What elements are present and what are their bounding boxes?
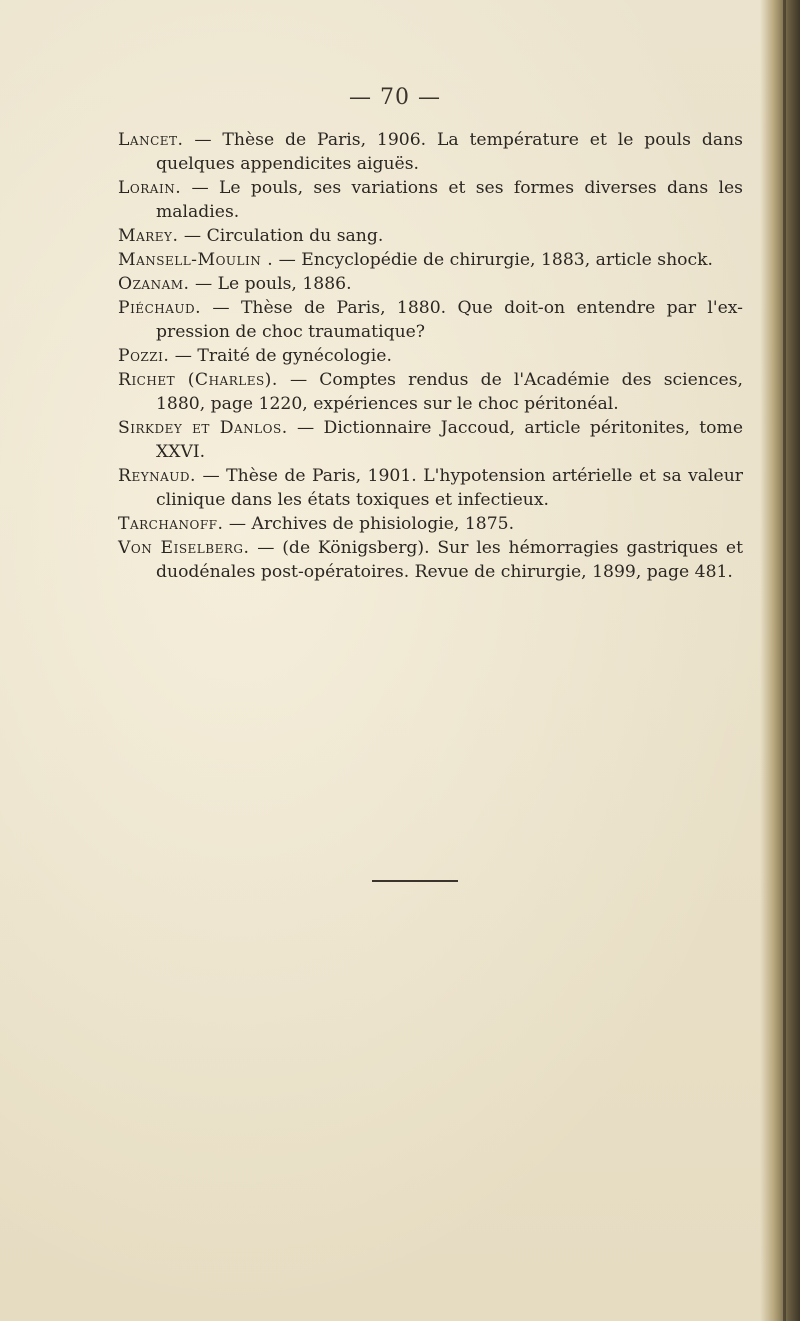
- reference-text: — Circulation du sang.: [178, 226, 384, 246]
- reference-author: Ozanam.: [118, 274, 190, 294]
- reference-entry: [118, 344, 743, 368]
- reference-text: — Dictionnaire Jaccoud, article péritonites, tome XXVI.: [156, 418, 744, 462]
- reference-author: Lorain.: [118, 178, 182, 198]
- bibliography-list: [118, 128, 743, 584]
- reference-entry: [118, 248, 743, 272]
- reference-text: — (de Königsberg). Sur les hémorragies gastriques et duodénales post-opératoires. Revue de chirurgie, 1899, page 481.: [156, 538, 743, 582]
- reference-entry: [118, 512, 743, 536]
- reference-entry: [118, 536, 743, 584]
- reference-author: Pozzi.: [118, 346, 170, 366]
- end-rule: [372, 880, 458, 882]
- reference-entry: [118, 128, 743, 176]
- reference-text: — Le pouls, ses variations et ses formes diverses dans les maladies.: [156, 178, 743, 222]
- reference-author: Marey.: [118, 226, 179, 246]
- reference-text: — Thèse de Paris, 1906. La température et le pouls dans quelques appendicites aiguës.: [156, 130, 743, 174]
- reference-entry: [118, 272, 743, 296]
- reference-entry: [118, 296, 743, 344]
- reference-entry: [118, 416, 743, 464]
- reference-text: — Traité de gynécologie.: [169, 346, 392, 366]
- reference-entry: [118, 176, 743, 224]
- reference-author: Reynaud.: [118, 466, 196, 486]
- reference-author: Piéchaud.: [118, 298, 202, 318]
- reference-entry: [118, 368, 743, 416]
- reference-text: — Le pouls, 1886.: [189, 274, 352, 294]
- page-number: — 70 —: [349, 85, 441, 110]
- reference-text: — Archives de phisiologie, 1875.: [223, 514, 515, 534]
- reference-entry: [118, 464, 743, 512]
- reference-entry: [118, 224, 743, 248]
- reference-author: Tarchanoff.: [118, 514, 224, 534]
- page-gutter-shadow: [760, 0, 800, 1321]
- reference-author: Lancet.: [118, 130, 184, 150]
- reference-text: — Thèse de Paris, 1901. L'hypotension artérielle et sa valeur clinique dans les états toxiques et infectieux.: [156, 466, 743, 510]
- reference-text: — Thèse de Paris, 1880. Que doit-on entendre par l'ex-pression de choc traumatique?: [156, 298, 743, 342]
- reference-author: Sirkdey et Danlos.: [118, 418, 288, 438]
- reference-text: — Comptes rendus de l'Académie des sciences, 1880, page 1220, expériences sur le choc péritonéal.: [156, 370, 743, 414]
- reference-text: — Encyclopédie de chirurgie, 1883, article shock.: [273, 250, 713, 270]
- reference-author: Mansell-Moulin .: [118, 250, 274, 270]
- binding-edge: [783, 0, 786, 1321]
- reference-author: Richet (Charles).: [118, 370, 278, 390]
- reference-author: Von Eiselberg.: [118, 538, 250, 558]
